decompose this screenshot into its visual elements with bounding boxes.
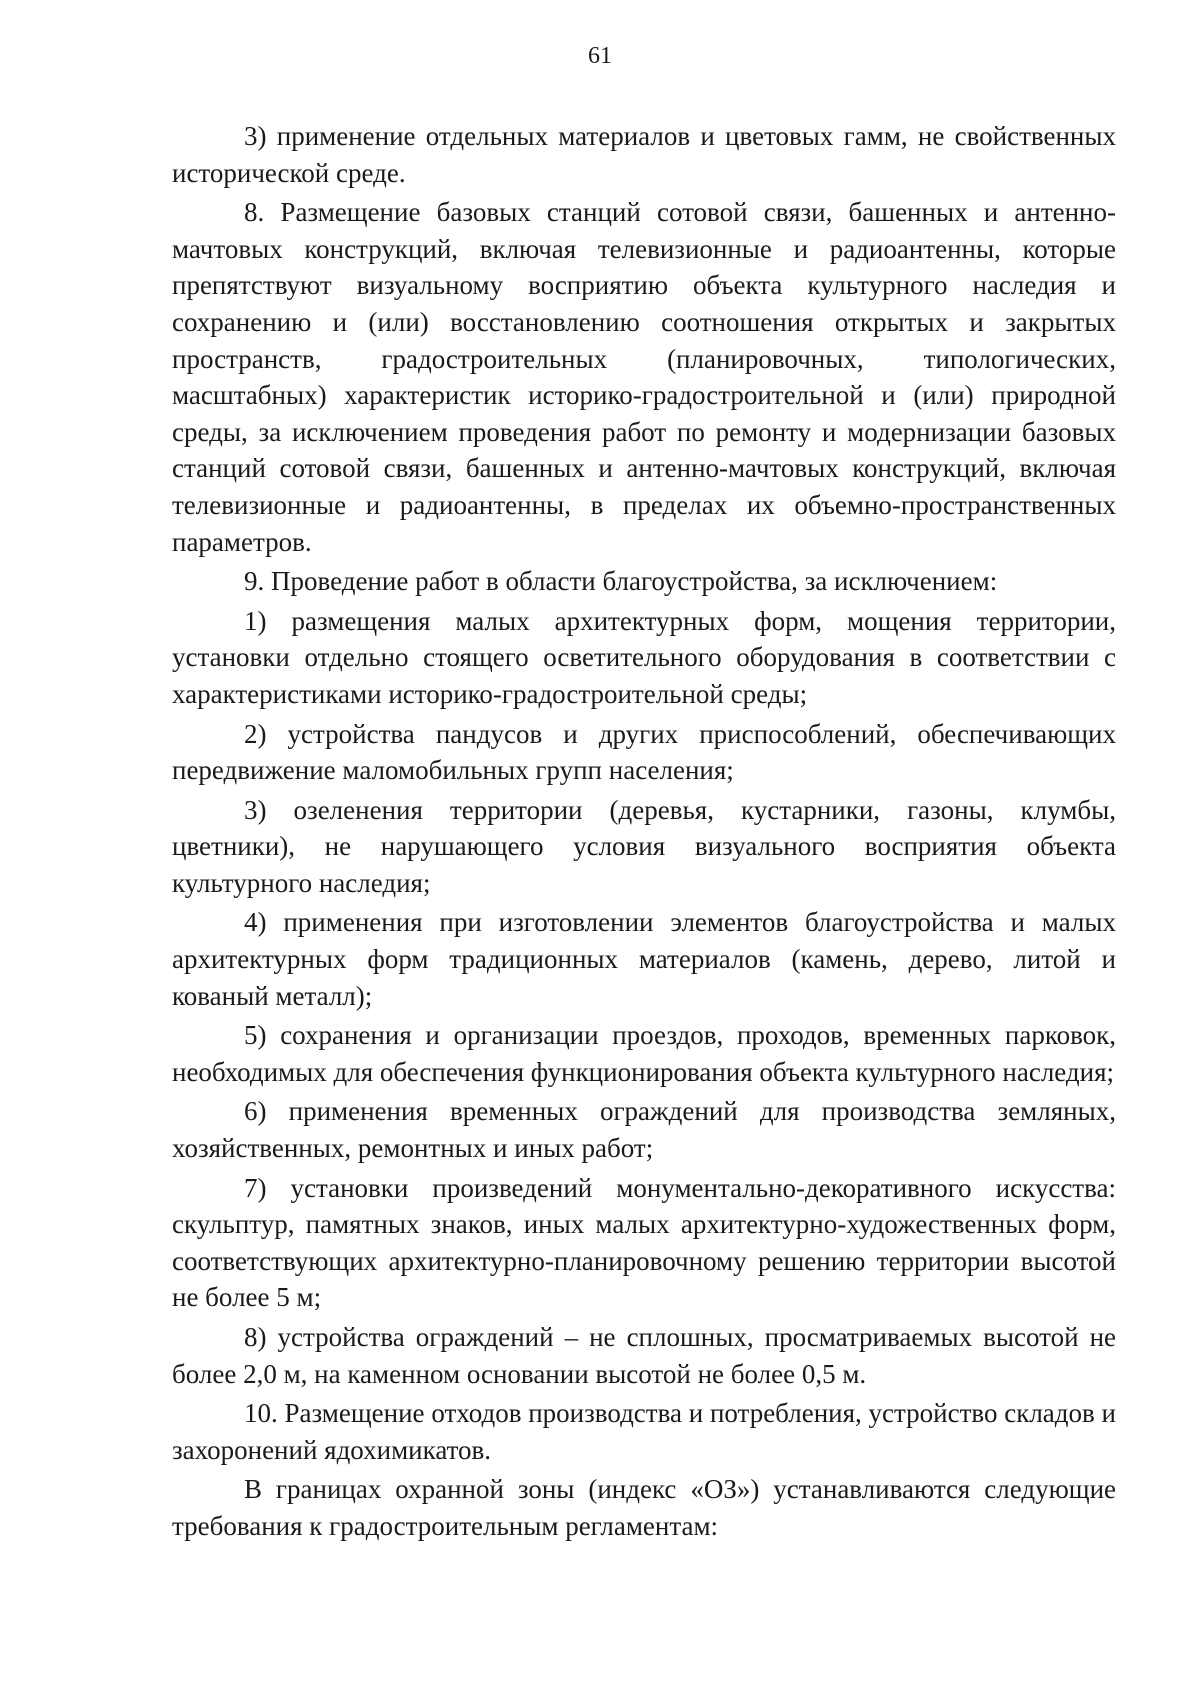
paragraph-item-5-driveways: 5) сохранения и организации проездов, проходов, временных парковок, необходимых для обеспечения функционирования объекта культурного наследия; bbox=[172, 1020, 1116, 1087]
paragraph-section-10-waste: 10. Размещение отходов производства и потребления, устройство складов и захоронений ядохимикатов. bbox=[172, 1398, 1116, 1465]
paragraph-item-3-materials: 3) применение отдельных материалов и цветовых гамм, не свойственных исторической среде. bbox=[172, 121, 1116, 188]
paragraph-protection-zone-intro: В границах охранной зоны (индекс «ОЗ») устанавливаются следующие требования к градостроительным регламентам: bbox=[172, 1474, 1116, 1541]
paragraph-item-6-temporary-fences: 6) применения временных ограждений для производства земляных, хозяйственных, ремонтных и иных работ; bbox=[172, 1096, 1116, 1164]
paragraph-section-8-cell-stations: 8. Размещение базовых станций сотовой связи, башенных и антенно-мачтовых конструкций, включая телевизионные и радиоантенны, которые препятствуют визуальному восприятию объекта культурного наследия и сохранению и (или) восстановлению соотношения открытых и закрытых пространств, градостроительных (планировочных, типологических, масштабных) характеристик историко-градостроительной и (или) природной среды, за исключением проведения работ по ремонту и модернизации базовых станций сотовой связи, башенных и антенно-мачтовых конструкций, включая телевизионные и радиоантенны, в пределах их объемно-пространственных параметров. bbox=[172, 197, 1116, 557]
paragraph-item-4-traditional-materials: 4) применения при изготовлении элементов благоустройства и малых архитектурных форм традиционных материалов (камень, дерево, литой и кованый металл); bbox=[172, 907, 1116, 1011]
paragraph-item-7-monumental-art: 7) установки произведений монументально-декоративного искусства: скульптур, памятных знаков, иных малых архитектурно-художественных форм, соответствующих архитектурно-планировочному решению территории высотой не более 5 м; bbox=[172, 1172, 1116, 1313]
paragraph-section-9-landscaping: 9. Проведение работ в области благоустройства, за исключением: bbox=[244, 566, 998, 597]
paragraph-item-3-greening: 3) озеленения территории (деревья, кустарники, газоны, клумбы, цветники), не нарушающего условия визуального восприятия объекта культурного наследия; bbox=[172, 794, 1116, 898]
paragraph-item-2-ramps: 2) устройства пандусов и других приспособлений, обеспечивающих передвижение маломобильных групп населения; bbox=[172, 718, 1116, 786]
page-number: 61 bbox=[588, 43, 612, 69]
paragraph-item-1-small-forms: 1) размещения малых архитектурных форм, мощения территории, установки отдельно стоящего осветительного оборудования в соответствии с характеристиками историко-градостроительной среды; bbox=[172, 605, 1116, 709]
document-body bbox=[172, 118, 1116, 1548]
paragraph-item-8-fences: 8) устройства ограждений – не сплошных, просматриваемых высотой не более 2,0 м, на каменном основании высотой не более 0,5 м. bbox=[172, 1322, 1116, 1389]
